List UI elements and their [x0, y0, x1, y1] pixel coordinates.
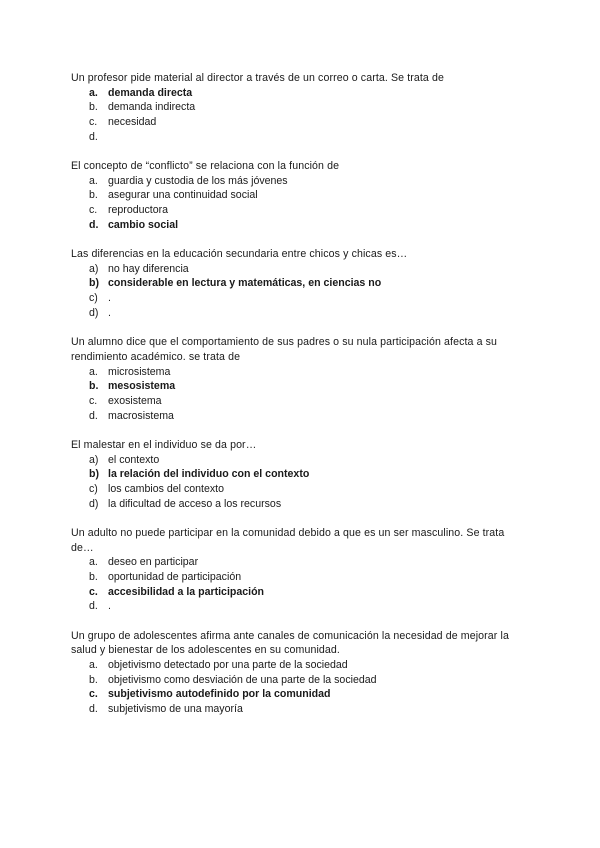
correct-answer-option: [71, 218, 526, 233]
option-marker: a.: [89, 365, 98, 378]
question-block: [71, 526, 526, 614]
answer-option: [71, 306, 526, 321]
option-text: deseo en participar: [108, 556, 199, 569]
option-text: reproductora: [108, 204, 169, 217]
question-block: [71, 159, 526, 232]
answer-option: [71, 115, 526, 130]
answer-option: [71, 453, 526, 468]
answer-option: [71, 497, 526, 512]
option-marker: b.: [89, 101, 98, 114]
option-marker: c.: [89, 204, 98, 217]
options-list: [71, 86, 526, 145]
correct-answer-option: [71, 585, 526, 600]
option-marker: b): [89, 277, 99, 290]
option-marker: d.: [89, 218, 99, 231]
option-marker: a.: [89, 556, 98, 569]
answer-option: [71, 130, 526, 145]
option-marker: c.: [89, 688, 98, 701]
option-text: accesibilidad a la participación: [108, 585, 265, 598]
option-text: objetivismo como desviación de una parte de la sociedad: [108, 673, 377, 686]
option-text: demanda directa: [108, 86, 193, 99]
question-block: [71, 335, 526, 423]
option-marker: d.: [89, 409, 98, 422]
option-marker: d.: [89, 703, 98, 716]
option-text: no hay diferencia: [108, 262, 189, 275]
option-marker: c.: [89, 116, 98, 129]
option-marker: a.: [89, 174, 98, 187]
option-text: subjetivismo autodefinido por la comunidad: [108, 688, 331, 701]
option-text: microsistema: [108, 365, 171, 378]
answer-option: [71, 658, 526, 673]
option-marker: a): [89, 262, 99, 275]
answer-option: [71, 409, 526, 424]
option-text: .: [108, 292, 111, 305]
options-list: [71, 365, 526, 424]
option-text: macrosistema: [108, 409, 174, 422]
answer-option: [71, 702, 526, 717]
option-marker: a): [89, 453, 99, 466]
question-text: El concepto de “conflicto” se relaciona con la función de: [71, 160, 340, 173]
option-text: guardia y custodia de los más jóvenes: [108, 174, 288, 187]
option-text: cambio social: [108, 218, 179, 231]
question-block: [71, 629, 526, 717]
quiz-content: [71, 71, 526, 731]
option-marker: b.: [89, 571, 98, 584]
correct-answer-option: [71, 467, 526, 482]
answer-option: [71, 673, 526, 688]
answer-option: [71, 174, 526, 189]
answer-option: [71, 365, 526, 380]
option-marker: a.: [89, 659, 98, 672]
option-text: oportunidad de participación: [108, 571, 242, 584]
option-text: asegurar una continuidad social: [108, 189, 258, 202]
option-marker: b): [89, 468, 99, 481]
question-text: Las diferencias en la educación secundaria entre chicos y chicas es…: [71, 248, 408, 261]
option-text: necesidad: [108, 116, 157, 129]
question-text: Un grupo de adolescentes afirma ante canales de comunicación la necesidad de mejorar la salud y bienestar de los adolescentes en su comunidad.: [71, 629, 509, 657]
question-block: [71, 71, 526, 144]
option-marker: c.: [89, 394, 98, 407]
answer-option: [71, 482, 526, 497]
option-text: los cambios del contexto: [108, 482, 225, 495]
option-marker: d.: [89, 600, 98, 613]
option-marker: b.: [89, 673, 98, 686]
option-text: la relación del individuo con el contexto: [108, 468, 310, 481]
correct-answer-option: [71, 379, 526, 394]
correct-answer-option: [71, 276, 526, 291]
option-marker: c): [89, 292, 98, 305]
options-list: [71, 453, 526, 512]
option-marker: b.: [89, 380, 99, 393]
question-text: Un profesor pide material al director a través de un correo o carta. Se trata de: [71, 72, 444, 84]
option-text: considerable en lectura y matemáticas, en ciencias no: [108, 277, 382, 290]
answer-option: [71, 394, 526, 409]
option-text: subjetivismo de una mayoría: [108, 703, 243, 716]
option-marker: d.: [89, 130, 98, 143]
option-marker: d): [89, 306, 99, 319]
correct-answer-option: [71, 86, 526, 101]
option-text: .: [108, 306, 111, 319]
option-marker: b.: [89, 189, 98, 202]
answer-option: [71, 599, 526, 614]
options-list: [71, 658, 526, 717]
answer-option: [71, 555, 526, 570]
question-text: El malestar en el individuo se da por…: [71, 438, 257, 451]
option-marker: c): [89, 482, 98, 495]
option-text: el contexto: [108, 453, 160, 466]
options-list: [71, 555, 526, 614]
option-text: demanda indirecta: [108, 101, 196, 114]
option-text: .: [108, 600, 111, 613]
option-text: la dificultad de acceso a los recursos: [108, 497, 282, 510]
question-text: Un adulto no puede participar en la comunidad debido a que es un ser masculino. Se trata de…: [71, 526, 505, 554]
question-block: [71, 438, 526, 511]
option-marker: a.: [89, 86, 98, 99]
option-marker: d): [89, 497, 99, 510]
option-text: mesosistema: [108, 380, 176, 393]
option-marker: c.: [89, 585, 98, 598]
option-text: exosistema: [108, 394, 162, 407]
options-list: [71, 174, 526, 233]
answer-option: [71, 291, 526, 306]
options-list: [71, 262, 526, 321]
answer-option: [71, 188, 526, 203]
answer-option: [71, 203, 526, 218]
answer-option: [71, 570, 526, 585]
question-block: [71, 247, 526, 320]
answer-option: [71, 262, 526, 277]
answer-option: [71, 100, 526, 115]
correct-answer-option: [71, 687, 526, 702]
question-text: Un alumno dice que el comportamiento de sus padres o su nula participación afecta a su rendimiento académico. se trata de: [71, 336, 498, 363]
option-text: objetivismo detectado por una parte de la sociedad: [108, 659, 348, 672]
